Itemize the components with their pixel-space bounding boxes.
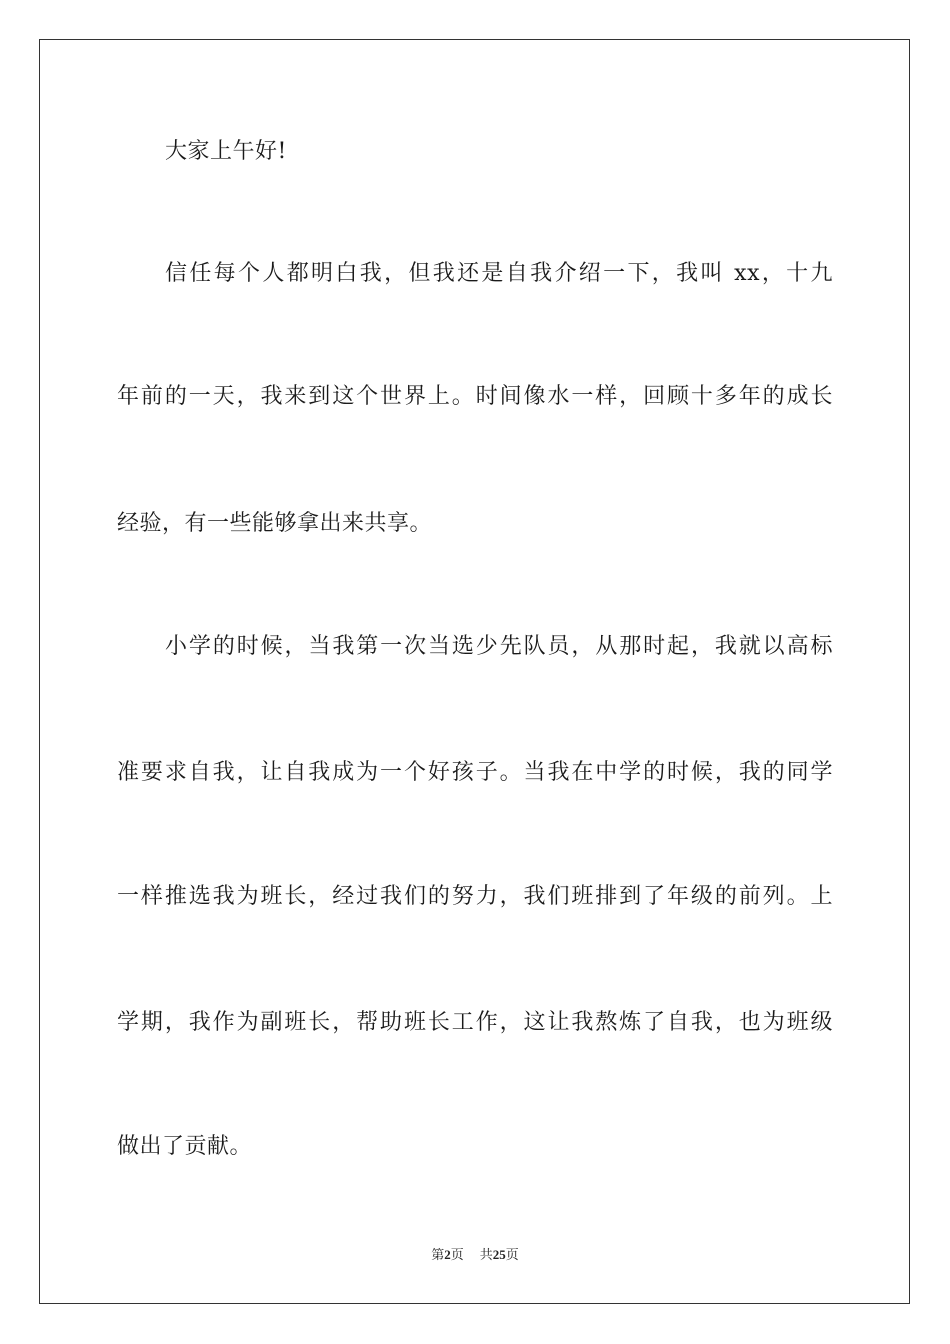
paragraph-2-line-5: 做出了贡献。 [117, 1134, 253, 1159]
paragraph-1-line-3: 经验，有一些能够拿出来共享。 [117, 511, 433, 536]
page-label-suffix: 页 [450, 1248, 464, 1263]
total-pages: 25 [492, 1247, 506, 1262]
page-label-prefix: 第 [431, 1248, 445, 1263]
paragraph-2-line-1: 小学的时候，当我第一次当选少先队员，从那时起，我就以高标 [165, 634, 833, 659]
paragraph-2-line-3: 一样推选我为班长，经过我们的努力，我们班排到了年级的前列。上 [117, 884, 833, 909]
total-label-suffix: 页 [505, 1248, 519, 1263]
paragraph-2-line-2: 准要求自我，让自我成为一个好孩子。当我在中学的时候，我的同学 [117, 760, 833, 785]
page-footer [0, 1246, 950, 1265]
paragraph-2-line-4: 学期，我作为副班长，帮助班长工作，这让我熬炼了自我，也为班级 [117, 1010, 833, 1035]
page-frame [39, 39, 910, 1304]
greeting: 大家上午好! [165, 139, 287, 164]
paragraph-1-line-2: 年前的一天，我来到这个世界上。时间像水一样，回顾十多年的成长 [117, 384, 833, 409]
page-number: 2 [444, 1247, 451, 1262]
total-label-prefix: 共 [479, 1248, 493, 1263]
paragraph-1-line-1: 信任每个人都明白我，但我还是自我介绍一下，我叫 xx，十九 [165, 261, 833, 286]
